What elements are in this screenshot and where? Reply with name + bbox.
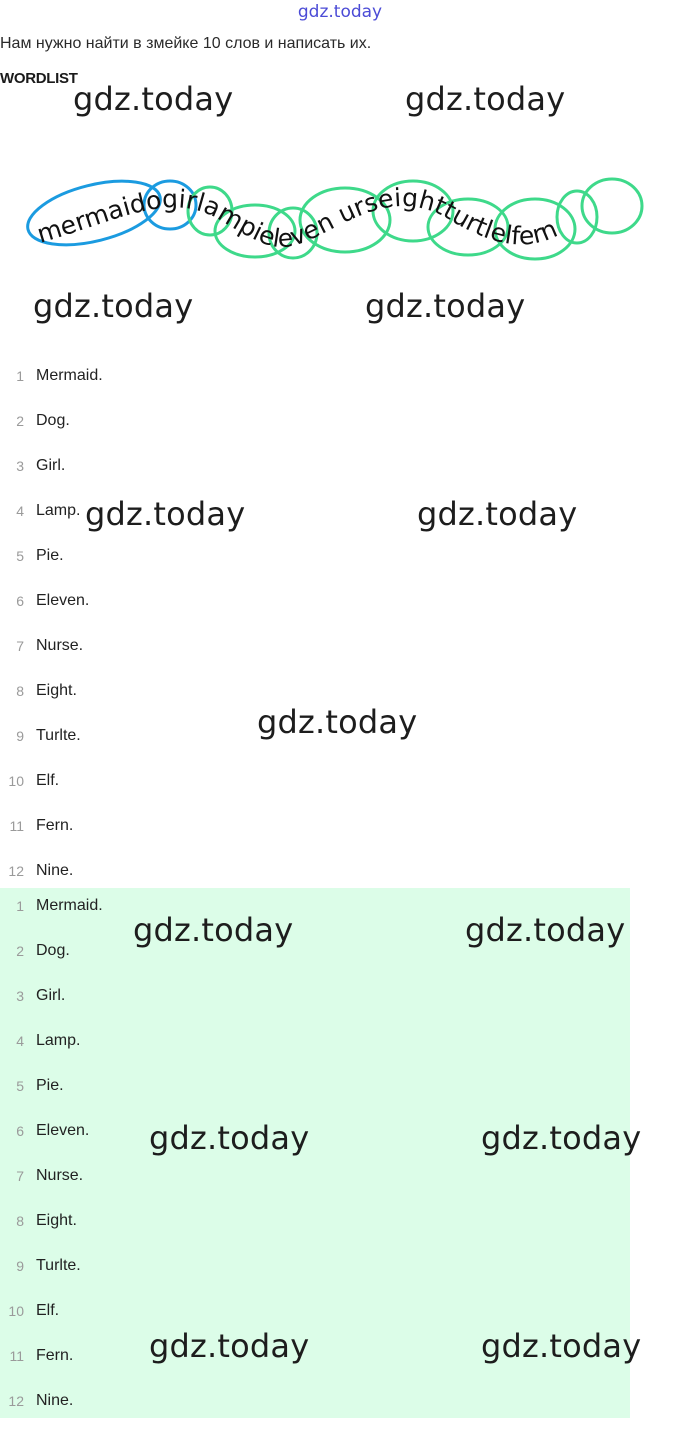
list-item <box>0 546 630 591</box>
item-number: 4 <box>16 503 24 519</box>
item-word: Elf. <box>36 772 60 789</box>
watermark: gdz.today <box>365 287 526 325</box>
item-word: Dog. <box>36 412 70 429</box>
item-number: 3 <box>16 458 24 474</box>
list-item <box>0 366 630 411</box>
item-number: 5 <box>16 548 24 564</box>
list-item <box>0 1076 630 1121</box>
watermark: gdz.today <box>149 1327 310 1365</box>
item-word: Mermaid. <box>36 897 103 914</box>
item-word: Eleven. <box>36 592 90 609</box>
item-number: 12 <box>8 1393 24 1409</box>
item-number: 6 <box>16 1123 24 1139</box>
item-number: 11 <box>9 1348 24 1364</box>
item-word: Fern. <box>36 817 74 834</box>
list-item <box>0 771 630 816</box>
list-item <box>0 591 630 636</box>
item-word: Lamp. <box>36 1032 81 1049</box>
watermark: gdz.today <box>33 287 194 325</box>
list-item <box>0 1031 630 1076</box>
item-number: 8 <box>16 683 24 699</box>
watermark: gdz.today <box>85 495 246 533</box>
item-number: 9 <box>16 1258 24 1274</box>
task-description: Нам нужно найти в змейке 10 слов и написать их. <box>0 35 372 52</box>
item-word: Eleven. <box>36 1122 90 1139</box>
item-number: 1 <box>16 898 24 914</box>
word-snake-image <box>20 165 660 275</box>
item-word: Turlte. <box>36 727 81 744</box>
item-word: Girl. <box>36 457 66 474</box>
list-item <box>0 1166 630 1211</box>
item-word: Fern. <box>36 1347 74 1364</box>
snake-letters: mermaidogirlampieleven urseightturtlelfern <box>33 182 562 254</box>
watermark: gdz.today <box>481 1119 642 1157</box>
item-word: Pie. <box>36 547 64 564</box>
list-item <box>0 816 630 861</box>
watermark: gdz.today <box>149 1119 310 1157</box>
item-word: Eight. <box>36 682 77 699</box>
item-number: 9 <box>16 728 24 744</box>
watermark: gdz.today <box>465 911 626 949</box>
watermark: gdz.today <box>133 911 294 949</box>
watermark: gdz.today <box>417 495 578 533</box>
item-number: 3 <box>16 988 24 1004</box>
watermark: gdz.today <box>481 1327 642 1365</box>
item-number: 12 <box>8 863 24 879</box>
list-item <box>0 1211 630 1256</box>
item-number: 2 <box>16 413 24 429</box>
item-word: Nurse. <box>36 1167 84 1184</box>
item-word: Turlte. <box>36 1257 81 1274</box>
item-word: Dog. <box>36 942 70 959</box>
item-word: Nine. <box>36 1392 74 1409</box>
list-item <box>0 986 630 1031</box>
item-word: Lamp. <box>36 502 81 519</box>
item-number: 2 <box>16 943 24 959</box>
answer-list-plain <box>0 366 630 906</box>
item-number: 4 <box>16 1033 24 1049</box>
item-number: 1 <box>16 368 24 384</box>
list-item <box>0 636 630 681</box>
item-number: 7 <box>16 1168 24 1184</box>
item-word: Pie. <box>36 1077 64 1094</box>
list-item <box>0 411 630 456</box>
item-number: 10 <box>8 1303 24 1319</box>
item-number: 11 <box>9 818 24 834</box>
item-number: 8 <box>16 1213 24 1229</box>
ring-fern <box>582 179 642 233</box>
item-number: 7 <box>16 638 24 654</box>
item-number: 10 <box>8 773 24 789</box>
ring-elf <box>557 191 597 243</box>
wordlist-heading: WORDLIST <box>0 70 78 87</box>
watermark: gdz.today <box>257 703 418 741</box>
item-word: Mermaid. <box>36 367 103 384</box>
item-number: 5 <box>16 1078 24 1094</box>
item-number: 6 <box>16 593 24 609</box>
item-word: Elf. <box>36 1302 60 1319</box>
item-word: Nurse. <box>36 637 84 654</box>
list-item <box>0 1256 630 1301</box>
watermark: gdz.today <box>73 80 234 118</box>
item-word: Nine. <box>36 862 74 879</box>
watermark: gdz.today <box>405 80 566 118</box>
item-word: Girl. <box>36 987 66 1004</box>
list-item <box>0 1391 630 1436</box>
site-title[interactable]: gdz.today <box>297 2 383 22</box>
item-word: Eight. <box>36 1212 77 1229</box>
